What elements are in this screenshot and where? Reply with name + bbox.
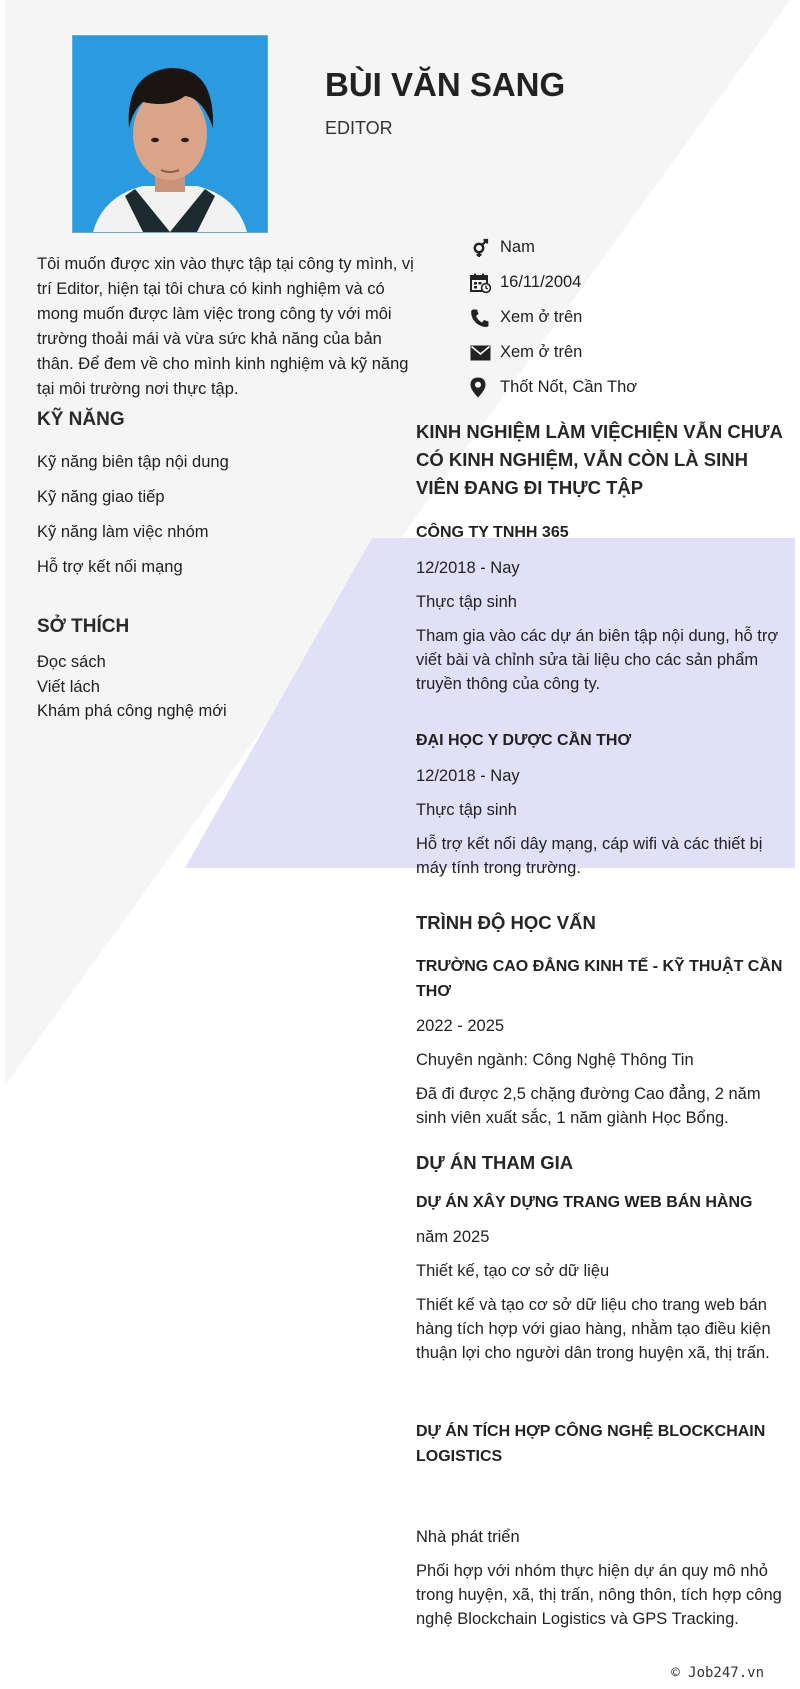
skill-item: Kỹ năng làm việc nhóm: [37, 523, 209, 541]
experience-org: ĐẠI HỌC Y DƯỢC CẦN THƠ: [416, 732, 632, 749]
contact-address-text: Thốt Nốt, Cần Thơ: [500, 378, 638, 396]
hobbies-list: [37, 650, 417, 724]
skills-list: [37, 450, 417, 590]
project-name: DỰ ÁN XÂY DỰNG TRANG WEB BÁN HÀNG: [416, 1194, 753, 1211]
project-period: [416, 1479, 788, 1503]
contact-info: [470, 230, 790, 405]
education-item: [416, 954, 788, 1130]
education-school: TRƯỜNG CAO ĐẲNG KINH TẾ - KỸ THUẬT CẦN THƠ: [416, 958, 783, 1000]
candidate-name: BÙI VĂN SANG: [325, 66, 566, 103]
experience-item: [416, 728, 788, 880]
experience-description: Hỗ trợ kết nối dây mạng, cáp wifi và các thiết bị máy tính trong trường.: [416, 835, 763, 877]
footer-watermark: © Job247.vn: [671, 1665, 764, 1681]
project-item: [416, 1190, 788, 1365]
skill-item: Hỗ trợ kết nối mạng: [37, 558, 183, 576]
profile-photo: [73, 36, 267, 232]
career-summary: Tôi muốn được xin vào thực tập tại công ty mình, vị trí Editor, hiện tại tôi chưa có kinh nghiệm và có mong muốn được làm việc trong công ty với môi trường thoải mái và vừa sức khả năng của bản thân. Để đem về cho mình kinh nghiệm và kỹ năng tại môi trường nơi thực tập.: [37, 255, 414, 398]
hobbies-heading: SỞ THÍCH: [37, 616, 130, 637]
experience-description: Tham gia vào các dự án biên tập nội dung, hỗ trợ viết bài và chỉnh sửa tài liệu cho các sản phẩm truyền thông của công ty.: [416, 627, 779, 693]
project-item: [416, 1419, 788, 1631]
skill-item: Kỹ năng biên tập nội dung: [37, 453, 229, 471]
envelope-icon: [470, 342, 500, 364]
experience-period: 12/2018 - Nay: [416, 559, 520, 577]
project-name: DỰ ÁN TÍCH HỢP CÔNG NGHỆ BLOCKCHAIN LOGISTICS: [416, 1423, 766, 1465]
gender-icon: [470, 237, 500, 259]
contact-phone: [470, 300, 790, 335]
experience-role: Thực tập sinh: [416, 593, 517, 611]
location-pin-icon: [470, 377, 500, 399]
project-description: Phối hợp với nhóm thực hiện dự án quy mô nhỏ trong huyện, xã, thị trấn, nông thôn, tích hợp công nghệ Blockchain Logistics và GPS Tracking.: [416, 1562, 782, 1628]
experience-role: Thực tập sinh: [416, 801, 517, 819]
project-role: Nhà phát triển: [416, 1528, 520, 1546]
contact-birthdate: [470, 265, 790, 300]
education-period: 2022 - 2025: [416, 1017, 505, 1035]
experience-item: [416, 520, 788, 696]
experience-period: 12/2018 - Nay: [416, 767, 520, 785]
hobby-item: Viết lách: [37, 677, 100, 696]
calendar-icon: [470, 272, 500, 294]
person-portrait-icon: [73, 36, 267, 232]
job-title: EDITOR: [325, 118, 393, 138]
skill-item: Kỹ năng giao tiếp: [37, 488, 165, 506]
contact-phone-text: Xem ở trên: [500, 308, 583, 326]
contact-email: [470, 335, 790, 370]
project-role: Thiết kế, tạo cơ sở dữ liệu: [416, 1262, 610, 1280]
hobby-item: Khám phá công nghệ mới: [37, 702, 227, 720]
contact-birthdate-text: 16/11/2004: [500, 273, 582, 291]
contact-address: [470, 370, 790, 405]
skills-heading: KỸ NĂNG: [37, 409, 125, 430]
experience-org: CÔNG TY TNHH 365: [416, 524, 569, 541]
contact-gender: [470, 230, 790, 265]
education-description: Đã đi được 2,5 chặng đường Cao đẳng, 2 năm sinh viên xuất sắc, 1 năm giành Học Bổng.: [416, 1085, 761, 1127]
phone-icon: [470, 307, 500, 329]
experience-heading: KINH NGHIỆM LÀM VIỆCHIỆN VẪN CHƯA CÓ KINH NGHIỆM, VẪN CÒN LÀ SINH VIÊN ĐANG ĐI THỰC TẬP: [416, 421, 783, 498]
education-heading: TRÌNH ĐỘ HỌC VẤN: [416, 912, 596, 933]
projects-heading: DỰ ÁN THAM GIA: [416, 1152, 574, 1173]
contact-email-text: Xem ở trên: [500, 343, 583, 361]
contact-gender-text: Nam: [500, 238, 535, 256]
project-period: năm 2025: [416, 1228, 490, 1246]
project-description: Thiết kế và tạo cơ sở dữ liệu cho trang web bán hàng tích hợp với giao hàng, nhằm tạo điều kiện thuận lợi cho người dân trong huyện xã, thị trấn.: [416, 1296, 771, 1362]
education-major: Chuyên ngành: Công Nghệ Thông Tin: [416, 1051, 694, 1069]
hobby-item: Đọc sách: [37, 653, 106, 671]
